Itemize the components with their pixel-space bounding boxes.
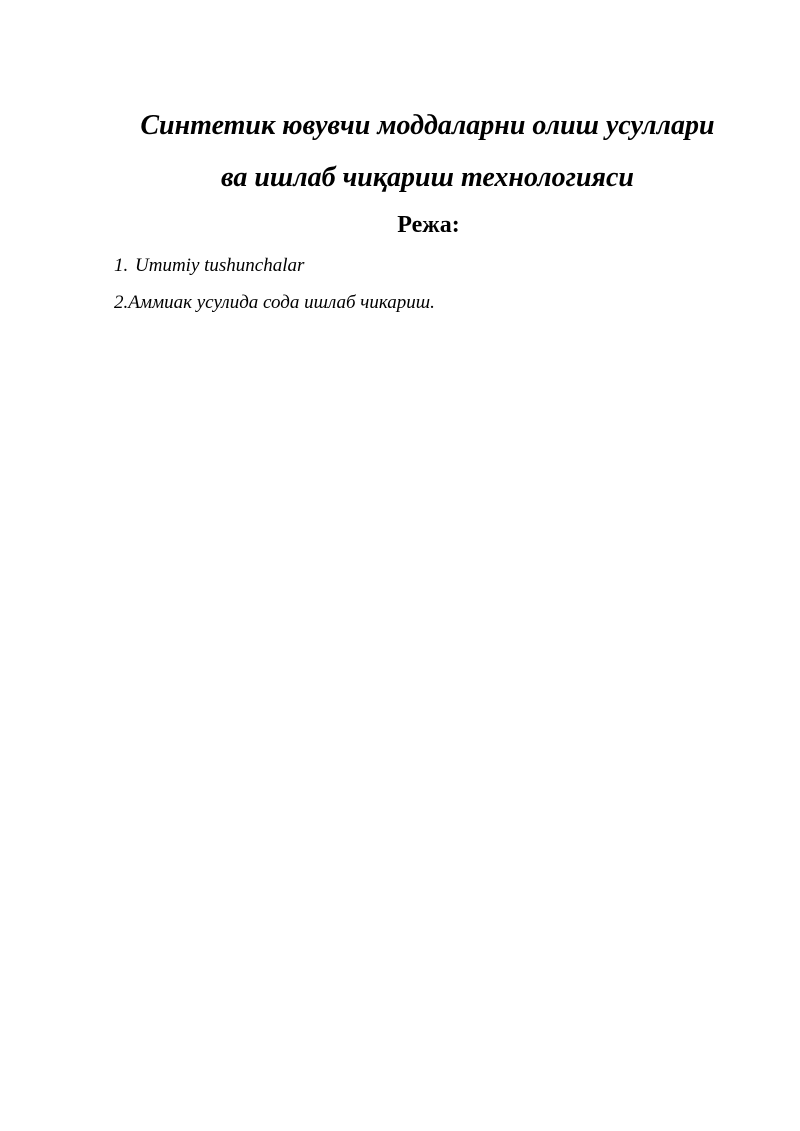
outline-item-1 [114,254,304,278]
outline-item-number: 1. [114,255,129,276]
outline-item-number: 2. [114,292,129,313]
outline-item-text: Umumiy tushunchalar [135,255,305,276]
outline-item-2 [114,291,435,315]
outline-item-text: Аммиак усулида сода ишлаб чикариш. [128,292,435,313]
plan-heading: Режа: [397,212,460,238]
document-title-line-2: ва ишлаб чиқариш технологияси [221,162,634,193]
document-title-line-1: Синтетик ювувчи моддаларни олиш усуллари [140,110,715,141]
